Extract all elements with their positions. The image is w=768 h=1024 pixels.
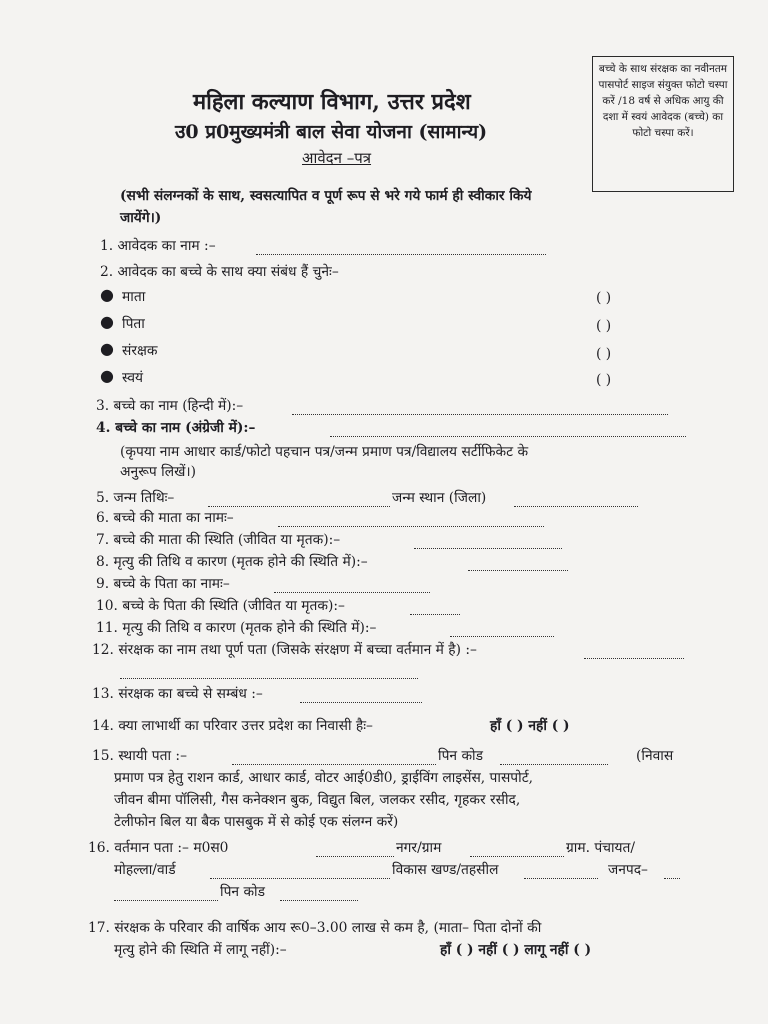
option-self: स्वयं <box>122 370 144 386</box>
q16-city-label: नगर/ग्राम <box>396 840 442 856</box>
q14-label: 14. क्या लाभार्थी का परिवार उत्तर प्रदेश का निवासी हैः– <box>92 718 373 734</box>
q11-label: 11. मृत्यु की तिथि व कारण (मृतक होने की स्थिति में):– <box>96 620 377 636</box>
q7-label: 7. बच्चे की माता की स्थिति (जीवित या मृतक):– <box>96 532 341 548</box>
q1-label: 1. आवेदक का नाम :– <box>100 238 216 254</box>
q12-field-line-2[interactable] <box>120 664 418 679</box>
bullet-icon: ● <box>100 312 114 331</box>
q16-label: 16. वर्तमान पता :– म0स0 <box>88 840 229 856</box>
birthplace-field[interactable] <box>514 492 638 507</box>
bullet-icon: ● <box>100 285 114 304</box>
checkbox-mother[interactable]: ( ) <box>596 290 612 306</box>
q12-field[interactable] <box>584 644 684 659</box>
checkbox-father[interactable]: ( ) <box>596 318 612 334</box>
q8-field[interactable] <box>468 556 568 571</box>
q4-note-1: (कृपया नाम आधार कार्ड/फोटो पहचान पत्र/जन्म प्रमाण पत्र/विद्यालय सर्टीफिकेट के <box>120 444 529 460</box>
q4-note-2: अनुरूप लिखें।) <box>120 464 196 480</box>
house-no-field[interactable] <box>316 842 394 857</box>
q4-label: 4. बच्चे का नाम (अंग्रेजी में):– <box>96 420 256 436</box>
checkbox-self[interactable]: ( ) <box>596 372 612 388</box>
form-title: आवेदन –पत्र <box>302 149 372 167</box>
q16-district-label: जनपद– <box>608 862 648 878</box>
scheme-title: उ0 प्र0मुख्यमंत्री बाल सेवा योजना (सामान्य) <box>175 121 488 143</box>
q7-field[interactable] <box>414 534 562 549</box>
bullet-icon: ● <box>100 339 114 358</box>
department-title: महिला कल्याण विभाग, उत्तर प्रदेश <box>193 89 471 115</box>
block-field[interactable] <box>524 864 598 879</box>
dob-field[interactable] <box>208 492 390 507</box>
checkbox-guardian[interactable]: ( ) <box>596 346 612 362</box>
bullet-icon: ● <box>100 366 114 385</box>
q15-note-2: प्रमाण पत्र हेतु राशन कार्ड, आधार कार्ड, वोटर आई0डी0, ड्राईविंग लाइसेंस, पासपोर्ट, <box>114 770 534 786</box>
q10-field[interactable] <box>410 600 460 615</box>
q3-field[interactable] <box>292 400 668 415</box>
q15-note-start: (निवास <box>636 748 674 764</box>
current-pin-field-2[interactable] <box>280 886 358 901</box>
option-father: पिता <box>122 316 145 332</box>
q15-note-3: जीवन बीमा पॉलिसी, गैस कनेक्शन बुक, विद्युत बिल, जलकर रसीद, गृहकर रसीद, <box>114 792 521 808</box>
q5-birthplace-label: जन्म स्थान (जिला) <box>392 490 487 506</box>
q6-field[interactable] <box>278 512 544 527</box>
city-field[interactable] <box>470 842 564 857</box>
q12-label: 12. संरक्षक का नाम तथा पूर्ण पता (जिसके संरक्षण में बच्चा वर्तमान में है) :– <box>92 642 477 658</box>
q15-pin-label: पिन कोड <box>438 748 484 764</box>
q4-field[interactable] <box>330 422 686 437</box>
q17-label-2: मृत्यु होने की स्थिति में लागू नहीं):– <box>114 942 287 958</box>
q17-label-1: 17. संरक्षक के परिवार की वार्षिक आय रू0–3.00 लाख से कम है, (माता– पिता दोनों की <box>88 920 542 936</box>
q1-field[interactable] <box>256 240 546 255</box>
photo-box: बच्चे के साथ संरक्षक का नवीनतम पासपोर्ट साइज संयुक्त फोटो चस्पा करें /18 वर्ष से अधिक आयु की दशा में स्वयं आवेदक (बच्चे) का फोटो चस्पा करें। <box>592 56 734 192</box>
current-pin-field[interactable] <box>114 886 218 901</box>
q8-label: 8. मृत्यु की तिथि व कारण (मृतक होने की स्थिति में):– <box>96 554 368 570</box>
ward-field[interactable] <box>210 864 390 879</box>
q14-options[interactable]: हॉं ( ) नहीं ( ) <box>490 718 570 734</box>
q10-label: 10. बच्चे के पिता की स्थिति (जीवित या मृतक):– <box>96 598 345 614</box>
q16-panchayat-label: ग्राम. पंचायत/ <box>566 840 636 856</box>
option-mother: माता <box>122 289 146 305</box>
q6-label: 6. बच्चे की माता का नामः– <box>96 510 234 526</box>
q3-label: 3. बच्चे का नाम (हिन्दी में):– <box>96 398 244 414</box>
q16-block-label: विकास खण्ड/तहसील <box>392 862 499 878</box>
q9-label: 9. बच्चे के पिता का नामः– <box>96 576 230 592</box>
q2-label: 2. आवेदक का बच्चे के साथ क्या संबंध हैं चुनेः– <box>100 264 339 280</box>
q16-pin-label: पिन कोड <box>220 884 266 900</box>
q5-label: 5. जन्म तिथिः– <box>96 490 175 506</box>
q17-options[interactable]: हॉं ( ) नहीं ( ) लागू नहीं ( ) <box>440 942 592 958</box>
option-guardian: संरक्षक <box>122 343 158 359</box>
q11-field[interactable] <box>450 622 554 637</box>
q16-ward-label: मोहल्ला/वार्ड <box>114 862 176 878</box>
instruction-line-2: जायेंगे।) <box>120 210 162 226</box>
q13-label: 13. संरक्षक का बच्चे से सम्बंध :– <box>92 686 263 702</box>
q9-field[interactable] <box>274 578 430 593</box>
district-field[interactable] <box>664 864 680 879</box>
permanent-pin-field[interactable] <box>500 750 608 765</box>
q13-field[interactable] <box>300 688 422 703</box>
instruction-line-1: (सभी संलग्नकों के साथ, स्वसत्यापित व पूर्ण रूप से भरे गये फार्म ही स्वीकार किये <box>120 188 532 204</box>
q15-note-4: टेलीफोन बिल या बैक पासबुक में से कोई एक संलग्न करें) <box>114 814 399 830</box>
permanent-address-field[interactable] <box>232 750 436 765</box>
q15-label: 15. स्थायी पता :– <box>92 748 187 764</box>
